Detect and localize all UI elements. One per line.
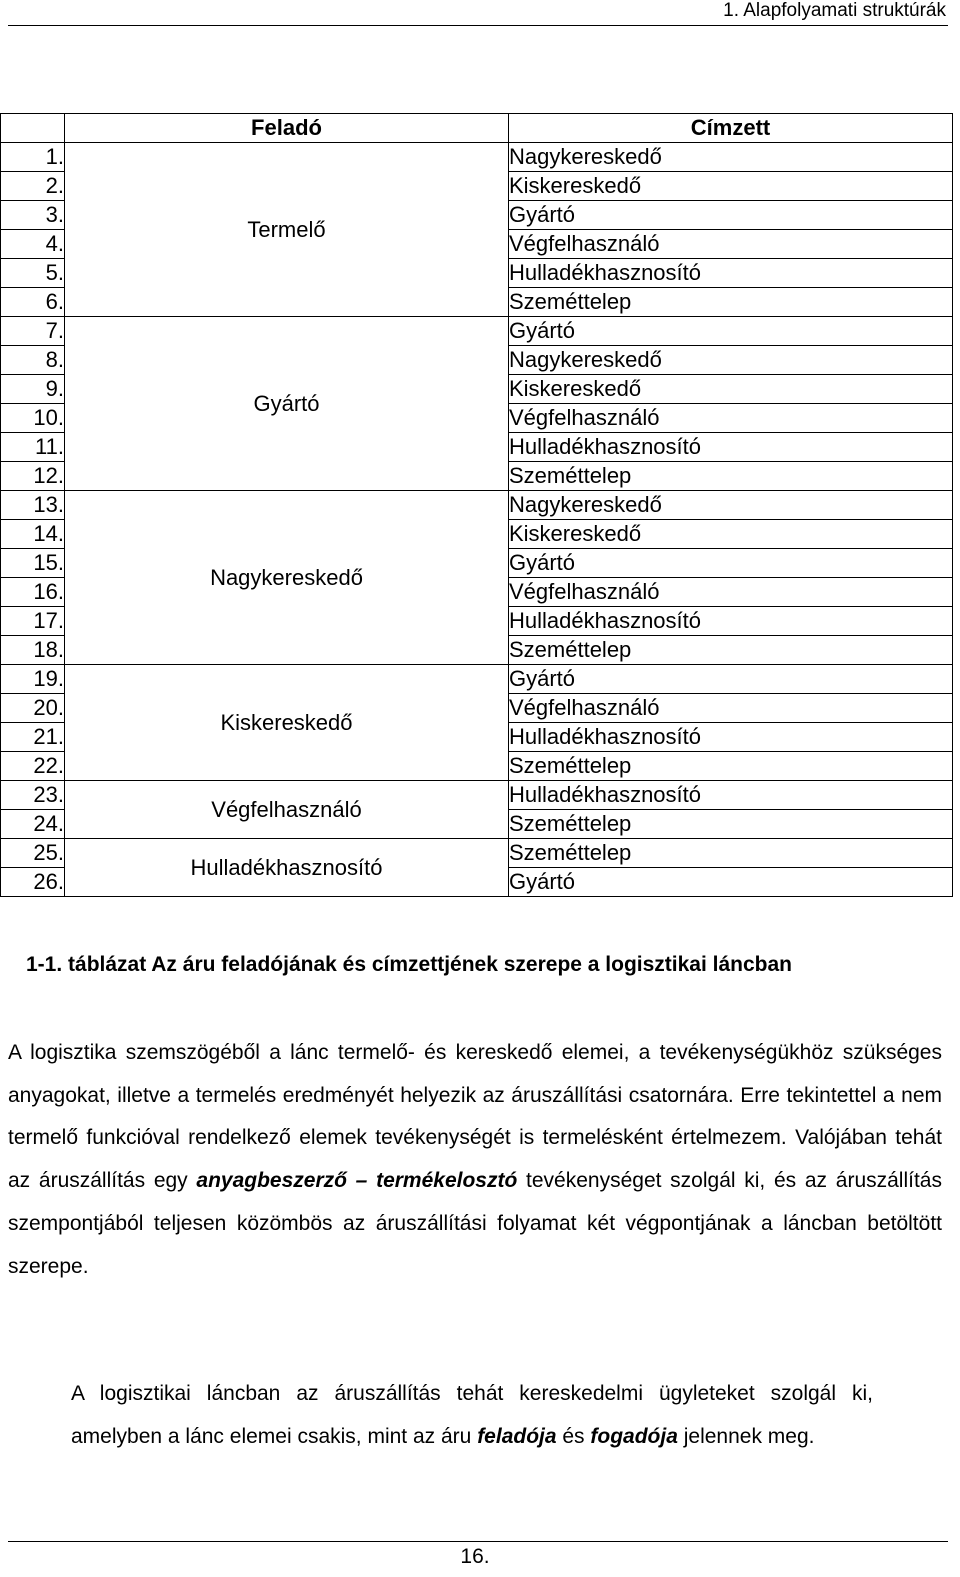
- row-number: 6.: [1, 288, 65, 317]
- recipient-cell: Szeméttelep: [509, 462, 953, 491]
- row-number: 12.: [1, 462, 65, 491]
- row-number: 15.: [1, 549, 65, 578]
- paragraph-1-text-b: tevékenységet szolgál ki, és az áruszállítás szempontjából teljesen közömbös az áruszállítási folyamat két végpontjának a láncban betöltött szerepe.: [8, 1169, 942, 1278]
- row-number: 24.: [1, 810, 65, 839]
- sender-cell: Nagykereskedő: [65, 491, 509, 665]
- row-number: 21.: [1, 723, 65, 752]
- table-header-recipient: Címzett: [509, 114, 953, 143]
- recipient-cell: Szeméttelep: [509, 839, 953, 868]
- row-number: 7.: [1, 317, 65, 346]
- paragraph-1-text-a: A logisztika szemszögéből a lánc termelő- és kereskedő elemei, a tevékenységükhöz szükséges anyagokat, illetve a termelés eredményét helyezik az áruszállítási csatornára. Erre tekintettel a nem termelő funkcióval rendelkező elemek tevékenységét is termelésként értelmezem. Valójában tehát az áruszállítás egy: [8, 1041, 942, 1193]
- table-row: [1, 143, 953, 172]
- recipient-cell: Végfelhasználó: [509, 230, 953, 259]
- row-number: 4.: [1, 230, 65, 259]
- row-number: 10.: [1, 404, 65, 433]
- sender-cell: Kiskereskedő: [65, 665, 509, 781]
- recipient-cell: Szeméttelep: [509, 288, 953, 317]
- recipient-cell: Hulladékhasznosító: [509, 433, 953, 462]
- paragraph-2: [71, 1373, 873, 1458]
- recipient-cell: Hulladékhasznosító: [509, 723, 953, 752]
- paragraph-2-emphasis-receiver: fogadója: [590, 1424, 678, 1448]
- recipient-cell: Kiskereskedő: [509, 172, 953, 201]
- recipient-cell: Szeméttelep: [509, 752, 953, 781]
- recipient-cell: Hulladékhasznosító: [509, 259, 953, 288]
- recipient-cell: Kiskereskedő: [509, 375, 953, 404]
- row-number: 2.: [1, 172, 65, 201]
- recipient-cell: Nagykereskedő: [509, 346, 953, 375]
- row-number: 18.: [1, 636, 65, 665]
- table-row: [1, 839, 953, 868]
- sender-cell: Végfelhasználó: [65, 781, 509, 839]
- paragraph-2-text-a: A logisztikai láncban az áruszállítás tehát kereskedelmi ügyleteket szolgál ki, amelyben a lánc elemei csakis, mint az áru: [71, 1382, 873, 1448]
- row-number: 8.: [1, 346, 65, 375]
- table-header-number: [1, 114, 65, 143]
- sender-cell: Termelő: [65, 143, 509, 317]
- paragraph-2-text-b: és: [556, 1424, 591, 1448]
- table-row: [1, 317, 953, 346]
- footer-rule: [8, 1541, 948, 1542]
- row-number: 13.: [1, 491, 65, 520]
- recipient-cell: Gyártó: [509, 868, 953, 897]
- sender-cell: Gyártó: [65, 317, 509, 491]
- table-header-sender: Feladó: [65, 114, 509, 143]
- paragraph-2-emphasis-sender: feladója: [477, 1424, 557, 1448]
- row-number: 14.: [1, 520, 65, 549]
- paragraph-2-text-c: jelennek meg.: [677, 1424, 815, 1448]
- row-number: 23.: [1, 781, 65, 810]
- row-number: 3.: [1, 201, 65, 230]
- paragraph-1: [8, 1032, 942, 1288]
- recipient-cell: Nagykereskedő: [509, 143, 953, 172]
- row-number: 25.: [1, 839, 65, 868]
- row-number: 1.: [1, 143, 65, 172]
- recipient-cell: Szeméttelep: [509, 636, 953, 665]
- table-header-row: [1, 114, 953, 143]
- row-number: 20.: [1, 694, 65, 723]
- table-caption: 1-1. táblázat Az áru feladójának és címzettjének szerepe a logisztikai láncban: [26, 953, 793, 976]
- row-number: 19.: [1, 665, 65, 694]
- recipient-cell: Kiskereskedő: [509, 520, 953, 549]
- table-row: [1, 491, 953, 520]
- recipient-cell: Hulladékhasznosító: [509, 781, 953, 810]
- row-number: 16.: [1, 578, 65, 607]
- recipient-cell: Végfelhasználó: [509, 694, 953, 723]
- row-number: 17.: [1, 607, 65, 636]
- recipient-cell: Végfelhasználó: [509, 404, 953, 433]
- recipient-cell: Gyártó: [509, 201, 953, 230]
- sender-recipient-table: [0, 113, 953, 897]
- recipient-cell: Hulladékhasznosító: [509, 607, 953, 636]
- sender-cell: Hulladékhasznosító: [65, 839, 509, 897]
- recipient-cell: Nagykereskedő: [509, 491, 953, 520]
- row-number: 5.: [1, 259, 65, 288]
- running-header: 1. Alapfolyamati struktúrák: [723, 0, 946, 21]
- row-number: 11.: [1, 433, 65, 462]
- row-number: 26.: [1, 868, 65, 897]
- table-row: [1, 781, 953, 810]
- paragraph-1-emphasis: anyagbeszerző – termékelosztó: [196, 1169, 518, 1193]
- table-body: [1, 143, 953, 897]
- page-number: 16.: [460, 1545, 490, 1568]
- recipient-cell: Gyártó: [509, 665, 953, 694]
- table-row: [1, 665, 953, 694]
- recipient-cell: Gyártó: [509, 317, 953, 346]
- row-number: 22.: [1, 752, 65, 781]
- recipient-cell: Végfelhasználó: [509, 578, 953, 607]
- recipient-cell: Szeméttelep: [509, 810, 953, 839]
- header-rule: [8, 25, 948, 26]
- recipient-cell: Gyártó: [509, 549, 953, 578]
- row-number: 9.: [1, 375, 65, 404]
